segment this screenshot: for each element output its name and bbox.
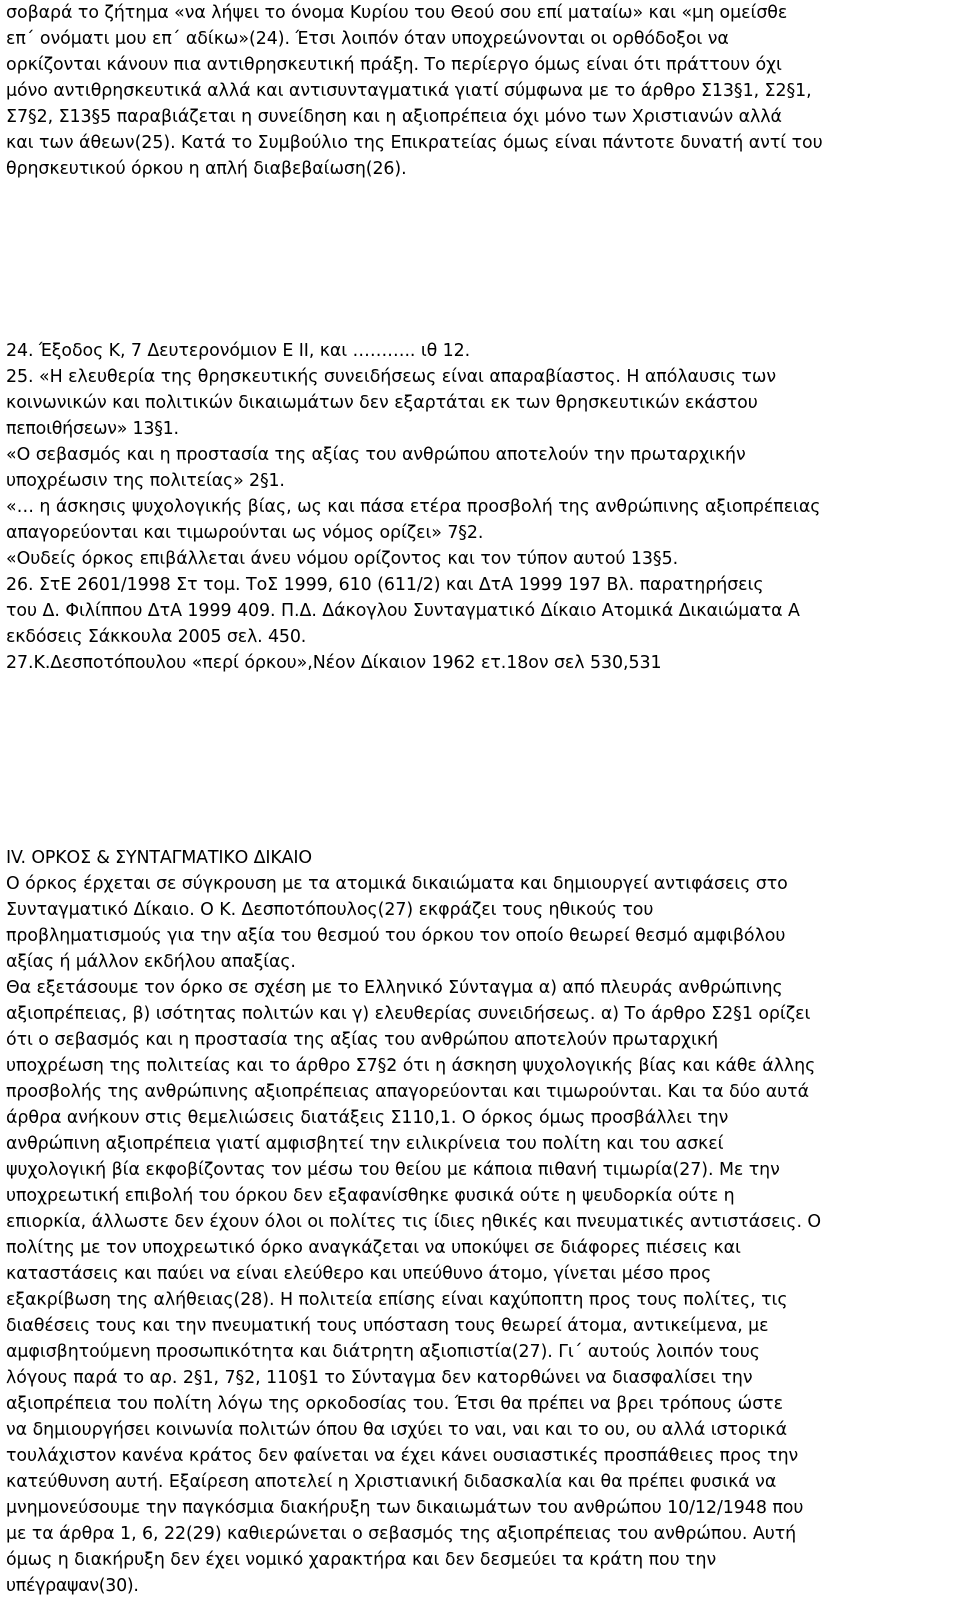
text-line: Σ7§2, Σ13§5 παραβιάζεται η συνείδηση και η αξιοπρέπεια όχι μόνο των Χριστιανών αλλά <box>6 107 782 127</box>
text-line: ανθρώπινη αξιοπρέπεια γιατί αμφισβητεί την ειλικρίνεια του πολίτη και του ασκεί <box>6 1134 724 1154</box>
text-line: σοβαρά το ζήτημα «να λήψει το όνομα Κυρίου του Θεού σου επί ματαίω» και «μη ομείσθε <box>6 3 788 23</box>
footnote-line: «… η άσκησις ψυχολογικής βίας, ως και πάσα ετέρα προσβολή της ανθρώπινης αξιοπρέπειας <box>6 497 821 517</box>
text-line: υποχρεωτική επιβολή του όρκου δεν εξαφανίσθηκε φυσικά ούτε η ψευδορκία ούτε η <box>6 1186 735 1206</box>
text-line: λόγους παρά το αρ. 2§1, 7§2, 110§1 το Σύνταγμα δεν κατορθώνει να διασφαλίσει την <box>6 1368 753 1388</box>
text-line: επιορκία, άλλωστε δεν έχουν όλοι οι πολίτες τις ίδιες ηθικές και πνευματικές αντιστάσεις. Ο <box>6 1212 822 1232</box>
text-line: να δημιουργήσει κοινωνία πολιτών όπου θα ισχύει το ναι, ναι και το ου, ου αλλά ιστορικά <box>6 1420 787 1440</box>
text-line: Θα εξετάσουμε τον όρκο σε σχέση με το Ελληνικό Σύνταγμα α) από πλευράς ανθρώπινης <box>6 978 783 998</box>
footnote-line: απαγορεύονται και τιμωρούνται ως νόμος ορίζει» 7§2. <box>6 523 484 543</box>
text-line: και των άθεων(25). Κατά το Συμβούλιο της Επικρατείας όμως είναι πάντοτε δυνατή αντί του <box>6 133 823 153</box>
text-line: αξιοπρέπειας, β) ισότητας πολιτών και γ) ελευθερίας συνειδήσεως. α) Το άρθρο Σ2§1 ορίζει <box>6 1004 811 1024</box>
text-line: όμως η διακήρυξη δεν έχει νομικό χαρακτήρα και δεν δεσμεύει τα κράτη που την <box>6 1550 717 1570</box>
section-heading: IV. ΟΡΚΟΣ & ΣΥΝΤΑΓΜΑΤΙΚΟ ΔΙΚΑΙΟ <box>6 848 312 868</box>
footnote-line: «Ο σεβασμός και η προστασία της αξίας του ανθρώπου αποτελούν την πρωταρχικήν <box>6 445 746 465</box>
footnote-line: 27.Κ.Δεσποτόπουλου «περί όρκου»,Νέον Δίκαιον 1962 ετ.18ον σελ 530,531 <box>6 653 662 673</box>
body-paragraph-top <box>6 0 956 182</box>
text-line: πολίτης με τον υποχρεωτικό όρκο αναγκάζεται να υποκύψει σε διάφορες πιέσεις και <box>6 1238 741 1258</box>
footnote-line: υποχρέωσιν της πολιτείας» 2§1. <box>6 471 285 491</box>
text-line: μνημονεύσουμε την παγκόσμια διακήρυξη των δικαιωμάτων του ανθρώπου 10/12/1948 που <box>6 1498 804 1518</box>
footnote-line: «Ουδείς όρκος επιβάλλεται άνευ νόμου ορίζοντος και τον τύπον αυτού 13§5. <box>6 549 679 569</box>
text-line: Ο όρκος έρχεται σε σύγκρουση με τα ατομικά δικαιώματα και δημιουργεί αντιφάσεις στο <box>6 874 788 894</box>
text-line: υποχρέωση της πολιτείας και το άρθρο Σ7§2 ότι η άσκηση ψυχολογικής βίας και κάθε άλλης <box>6 1056 816 1076</box>
footnote-line: 26. ΣτΕ 2601/1998 Στ τομ. ΤοΣ 1999, 610 (611/2) και ΔτΑ 1999 197 Βλ. παρατηρήσεις <box>6 575 764 595</box>
text-line: ορκίζονται κάνουν πια αντιθρησκευτική πράξη. Το περίεργο όμως είναι ότι πράττουν όχι <box>6 55 782 75</box>
footnote-line: πεποιθήσεων» 13§1. <box>6 419 179 439</box>
text-line: προβληματισμούς για την αξία του θεσμού του όρκου τον οποίο θεωρεί θεσμό αμφιβόλου <box>6 926 786 946</box>
footnote-line: κοινωνικών και πολιτικών δικαιωμάτων δεν εξαρτάται εκ των θρησκευτικών εκάστου <box>6 393 758 413</box>
text-line: επ΄ ονόματι μου επ΄ αδίκω»(24). Έτσι λοιπόν όταν υποχρεώνονται οι ορθόδοξοι να <box>6 29 729 49</box>
footnote-line: 25. «Η ελευθερία της θρησκευτικής συνειδήσεως είναι απαραβίαστος. Η απόλαυσις των <box>6 367 777 387</box>
footnote-line: 24. Έξοδος Κ, 7 Δευτερονόμιον Ε ΙΙ, και ……….. ιθ 12. <box>6 341 471 361</box>
text-line: αμφισβητούμενη προσωπικότητα και διάτρητη αξιοπιστία(27). Γι΄ αυτούς λοιπόν τους <box>6 1342 760 1362</box>
text-line: τουλάχιστον κανένα κράτος δεν φαίνεται να έχει κάνει ουσιαστικές προσπάθειες προς την <box>6 1446 799 1466</box>
text-line: καταστάσεις και παύει να είναι ελεύθερο και υπεύθυνο άτομο, γίνεται μέσο προς <box>6 1264 712 1284</box>
text-line: υπέγραψαν(30). <box>6 1576 139 1596</box>
text-line: ψυχολογική βία εκφοβίζοντας τον μέσω του θείου με κάποια πιθανή τιμωρία(27). Με την <box>6 1160 780 1180</box>
text-line: προσβολής της ανθρώπινης αξιοπρέπειας απαγορεύονται και τιμωρούνται. Και τα δύο αυτά <box>6 1082 810 1102</box>
text-line: άρθρα ανήκουν στις θεμελιώσεις διατάξεις Σ110,1. Ο όρκος όμως προσβάλλει την <box>6 1108 729 1128</box>
footnote-line: εκδόσεις Σάκκουλα 2005 σελ. 450. <box>6 627 307 647</box>
text-line: διαθέσεις τους και την πνευματική τους υπόσταση τους θεωρεί άτομα, αντικείμενα, με <box>6 1316 769 1336</box>
text-line: εξακρίβωση της αλήθειας(28). Η πολιτεία επίσης είναι καχύποπτη προς τους πολίτες, τις <box>6 1290 788 1310</box>
text-line: κατεύθυνση αυτή. Εξαίρεση αποτελεί η Χριστιανική διδασκαλία και θα πρέπει φυσικά να <box>6 1472 777 1492</box>
text-line: αξιοπρέπεια του πολίτη λόγω της ορκοδοσίας του. Έτσι θα πρέπει να βρει τρόπους ώστε <box>6 1394 783 1414</box>
text-line: ότι ο σεβασμός και η προστασία της αξίας του ανθρώπου αποτελούν πρωταρχική <box>6 1030 719 1050</box>
text-line: Συνταγματικό Δίκαιο. Ο Κ. Δεσποτόπουλος(27) εκφράζει τους ηθικούς του <box>6 900 654 920</box>
text-line: αξίας ή μάλλον εκδήλου απαξίας. <box>6 952 296 972</box>
footnotes <box>6 338 956 676</box>
text-line: θρησκευτικού όρκου η απλή διαβεβαίωση(26). <box>6 159 407 179</box>
text-line: με τα άρθρα 1, 6, 22(29) καθιερώνεται ο σεβασμός της αξιοπρέπειας του ανθρώπου. Αυτή <box>6 1524 797 1544</box>
footnote-line: του Δ. Φιλίππου ΔτΑ 1999 409. Π.Δ. Δάκογλου Συνταγματικό Δίκαιο Ατομικά Δικαιώματα Α <box>6 601 800 621</box>
section-iv <box>6 845 956 1599</box>
text-line: μόνο αντιθρησκευτικά αλλά και αντισυνταγματικά γιατί σύμφωνα με το άρθρο Σ13§1, Σ2§1, <box>6 81 812 101</box>
